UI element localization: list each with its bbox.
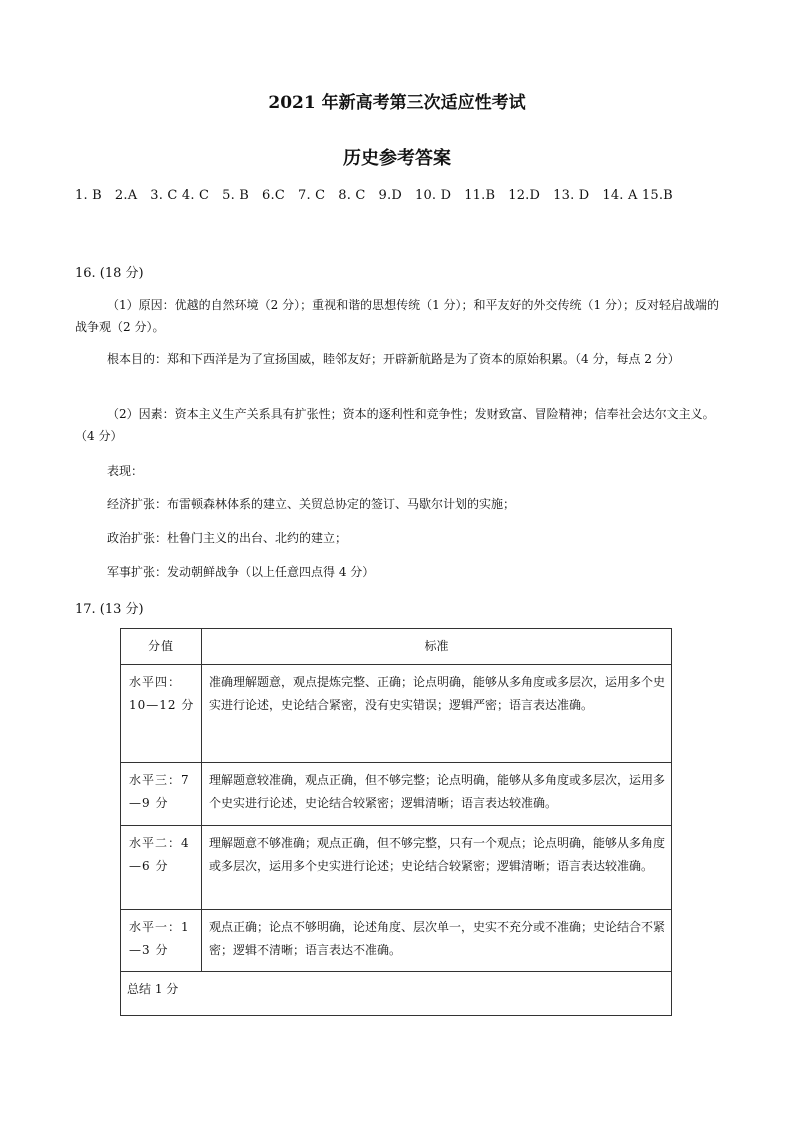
multiple-choice-answers: 1. B 2.A 3. C 4. C 5. B 6.C 7. C 8. C 9.D 10. D 11.B 12.D 13. D 14. A 15.B [75,188,673,203]
q16-political-expansion: 政治扩张：杜鲁门主义的出台、北约的建立； [107,531,348,545]
header-criteria: 标准 [202,629,672,665]
level-cell: 水平二：4—6 分 [121,826,202,910]
criteria-cell: 理解题意较准确，观点正确，但不够完整；论点明确，能够从多角度或多层次，运用多个史实进行论述，史论结合较紧密；逻辑清晰；语言表达较准确。 [202,763,672,826]
table-header-row [121,629,672,665]
q16-paragraph-purpose: 根本目的：郑和下西洋是为了宣扬国威，睦邻友好；开辟新航路是为了资本的原始积累。（4 分，每点 2 分） [107,352,680,366]
table-row [121,826,672,910]
q16-paragraph-factors: （2）因素：资本主义生产关系具有扩张性；资本的逐利性和竞争性；发财致富、冒险精神；信奉社会达尔文主义。（4 分） [75,407,715,443]
level-cell: 水平四：10—12 分 [121,665,202,763]
page-title: 2021 年新高考第三次适应性考试 [268,93,526,113]
scoring-table [120,628,672,1016]
summary-cell: 总结 1 分 [121,972,672,1016]
q16-military-expansion: 军事扩张：发动朝鲜战争（以上任意四点得 4 分） [107,565,375,579]
level-cell: 水平三：7—9 分 [121,763,202,826]
question-16-heading: 16. (18 分) [75,266,144,281]
q16-economic-expansion: 经济扩张：布雷顿森林体系的建立、关贸总协定的签订、马歇尔计划的实施； [107,497,516,511]
q16-paragraph-reasons: （1）原因：优越的自然环境（2 分）；重视和谐的思想传统（1 分）；和平友好的外交传统（1 分）；反对轻启战端的战争观（2 分）。 [75,298,719,334]
table-row [121,910,672,972]
header-score: 分值 [121,629,202,665]
page-subtitle: 历史参考答案 [343,148,451,169]
level-cell: 水平一：1—3 分 [121,910,202,972]
criteria-cell: 理解题意不够准确；观点正确，但不够完整，只有一个观点；论点明确，能够从多角度或多层次，运用多个史实进行论述；史论结合较紧密；逻辑清晰；语言表达较准确。 [202,826,672,910]
question-17-heading: 17. (13 分) [75,602,144,617]
table-row [121,763,672,826]
q16-manifestation-label: 表现： [107,464,144,478]
table-summary-row [121,972,672,1016]
table-row [121,665,672,763]
criteria-cell: 观点正确；论点不够明确，论述角度、层次单一，史实不充分或不准确；史论结合不紧密；逻辑不清晰；语言表达不准确。 [202,910,672,972]
criteria-cell: 准确理解题意，观点提炼完整、正确；论点明确，能够从多角度或多层次，运用多个史实进行论述，史论结合紧密，没有史实错误；逻辑严密；语言表达准确。 [202,665,672,763]
